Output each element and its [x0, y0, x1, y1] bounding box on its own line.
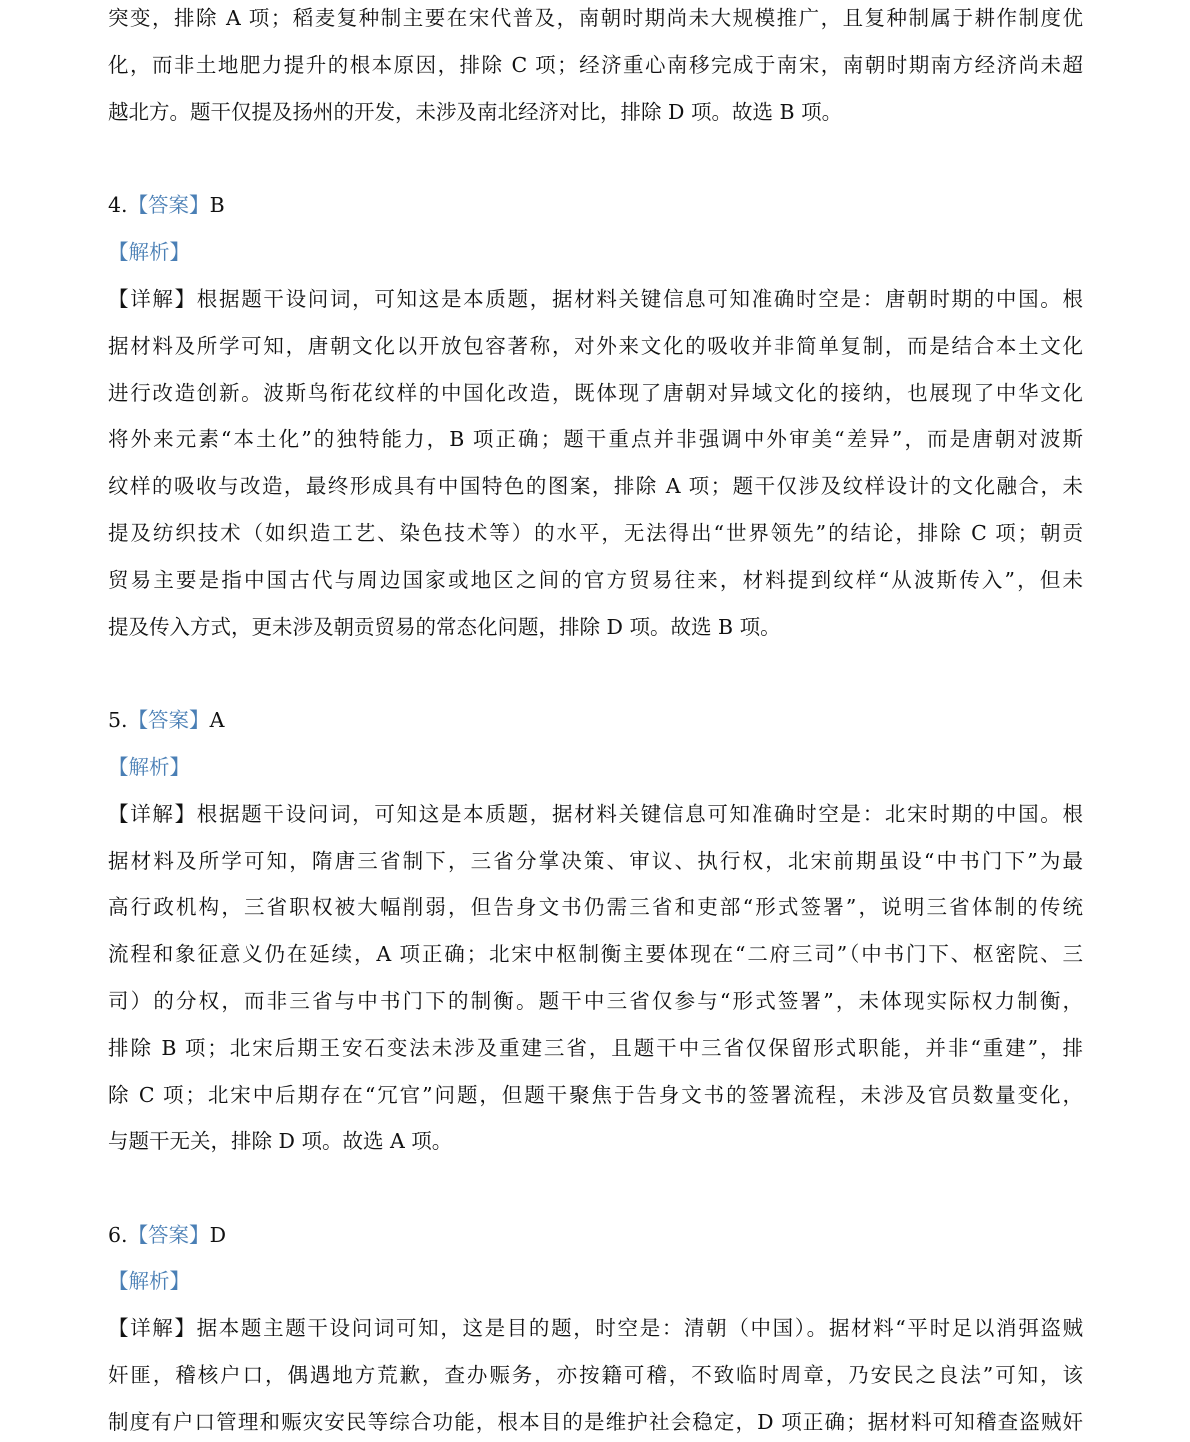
- q4-text-line: 据材料及所学可知，唐朝文化以开放包容著称，对外来文化的吸收并非简单复制，而是结合本土文化: [108, 334, 1083, 358]
- q4-answer-label: 【答案】: [127, 193, 210, 217]
- q4-text-line: 进行改造创新。波斯鸟衔花纹样的中国化改造，既体现了唐朝对异域文化的接纳，也展现了中华文化: [108, 381, 1083, 405]
- q4-answer-value: B: [209, 193, 225, 217]
- q6-text-line: 奸匪，稽核户口，偶遇地方荒歉，查办赈务，亦按籍可稽，不致临时周章，乃安民之良法”可知，该: [108, 1363, 1083, 1387]
- q6-text-line: 制度有户口管理和赈灾安民等综合功能，根本目的是维护社会稳定，D 项正确；据材料可知稽查盗贼奸: [108, 1410, 1083, 1434]
- q6-text: 据本题主题干设问词可知，这是目的题，时空是：清朝（中国）。据材料“平时足以消弭盗贼: [196, 1316, 1084, 1340]
- q5-answer-label: 【答案】: [127, 708, 210, 732]
- q5-text: 根据题干设问词，可知这是本质题，据材料关键信息可知准确时空是：北宋时期的中国。根: [196, 802, 1084, 826]
- q5-detail-label: 【详解】: [108, 802, 197, 826]
- q4-number: 4.: [108, 193, 128, 217]
- q6-answer-value: D: [209, 1223, 226, 1247]
- q5-number: 5.: [108, 708, 128, 732]
- q6-answer-label: 【答案】: [127, 1223, 210, 1247]
- q5-detail-line: [108, 799, 1083, 829]
- q4-text-line: 提及传入方式，更未涉及朝贡贸易的常态化问题，排除 D 项。故选 B 项。: [108, 615, 781, 639]
- q5-text-line: 排除 B 项；北宋后期王安石变法未涉及重建三省，且题干中三省仅保留形式职能，并非“重建”，排: [108, 1036, 1083, 1060]
- q4-text-line: 贸易主要是指中国古代与周边国家或地区之间的官方贸易往来，材料提到纹样“从波斯传入”，但未: [108, 568, 1083, 592]
- q6-number: 6.: [108, 1223, 128, 1247]
- q5-text-line: 与题干无关，排除 D 项。故选 A 项。: [108, 1129, 453, 1153]
- q6-detail-label: 【详解】: [108, 1316, 197, 1340]
- q3-text-line: 越北方。题干仅提及扬州的开发，未涉及南北经济对比，排除 D 项。故选 B 项。: [108, 100, 843, 124]
- q4-text: 根据题干设问词，可知这是本质题，据材料关键信息可知准确时空是：唐朝时期的中国。根: [196, 287, 1084, 311]
- q6-answer-line: [108, 1220, 1083, 1250]
- q4-text-line: 提及纺织技术（如织造工艺、染色技术等）的水平，无法得出“世界领先”的结论，排除 C 项；朝贡: [108, 521, 1083, 545]
- q4-text-line: 将外来元素“本土化”的独特能力，B 项正确；题干重点并非强调中外审美“差异”，而是唐朝对波斯: [108, 427, 1083, 451]
- q4-detail-line: [108, 284, 1083, 314]
- q3-text-line: 化，而非土地肥力提升的根本原因，排除 C 项；经济重心南移完成于南宋，南朝时期南方经济尚未超: [108, 53, 1083, 77]
- q6-detail-line: [108, 1313, 1083, 1343]
- q4-analysis-label: 【解析】: [108, 240, 190, 264]
- q5-text-line: 据材料及所学可知，隋唐三省制下，三省分掌决策、审议、执行权，北宋前期虽设“中书门下”为最: [108, 849, 1083, 873]
- q4-answer-line: [108, 190, 1083, 220]
- q5-text-line: 流程和象征意义仍在延续，A 项正确；北宋中枢制衡主要体现在“二府三司”（中书门下、枢密院、三: [108, 942, 1083, 966]
- q5-analysis-label: 【解析】: [108, 755, 190, 779]
- q6-analysis-label: 【解析】: [108, 1269, 190, 1293]
- q5-text-line: 高行政机构，三省职权被大幅削弱，但告身文书仍需三省和吏部“形式签署”，说明三省体制的传统: [108, 895, 1083, 919]
- q5-answer-value: A: [209, 708, 225, 732]
- q3-text-line: 突变，排除 A 项；稻麦复种制主要在宋代普及，南朝时期尚未大规模推广，且复种制属于耕作制度优: [108, 6, 1083, 30]
- q4-text-line: 纹样的吸收与改造，最终形成具有中国特色的图案，排除 A 项；题干仅涉及纹样设计的文化融合，未: [108, 474, 1083, 498]
- q4-detail-label: 【详解】: [108, 287, 197, 311]
- q5-answer-line: [108, 705, 1083, 735]
- q5-text-line: 司）的分权，而非三省与中书门下的制衡。题干中三省仅参与“形式签署”，未体现实际权力制衡，: [108, 989, 1083, 1013]
- q5-text-line: 除 C 项；北宋中后期存在“冗官”问题，但题干聚焦于告身文书的签署流程，未涉及官员数量变化，: [108, 1083, 1083, 1107]
